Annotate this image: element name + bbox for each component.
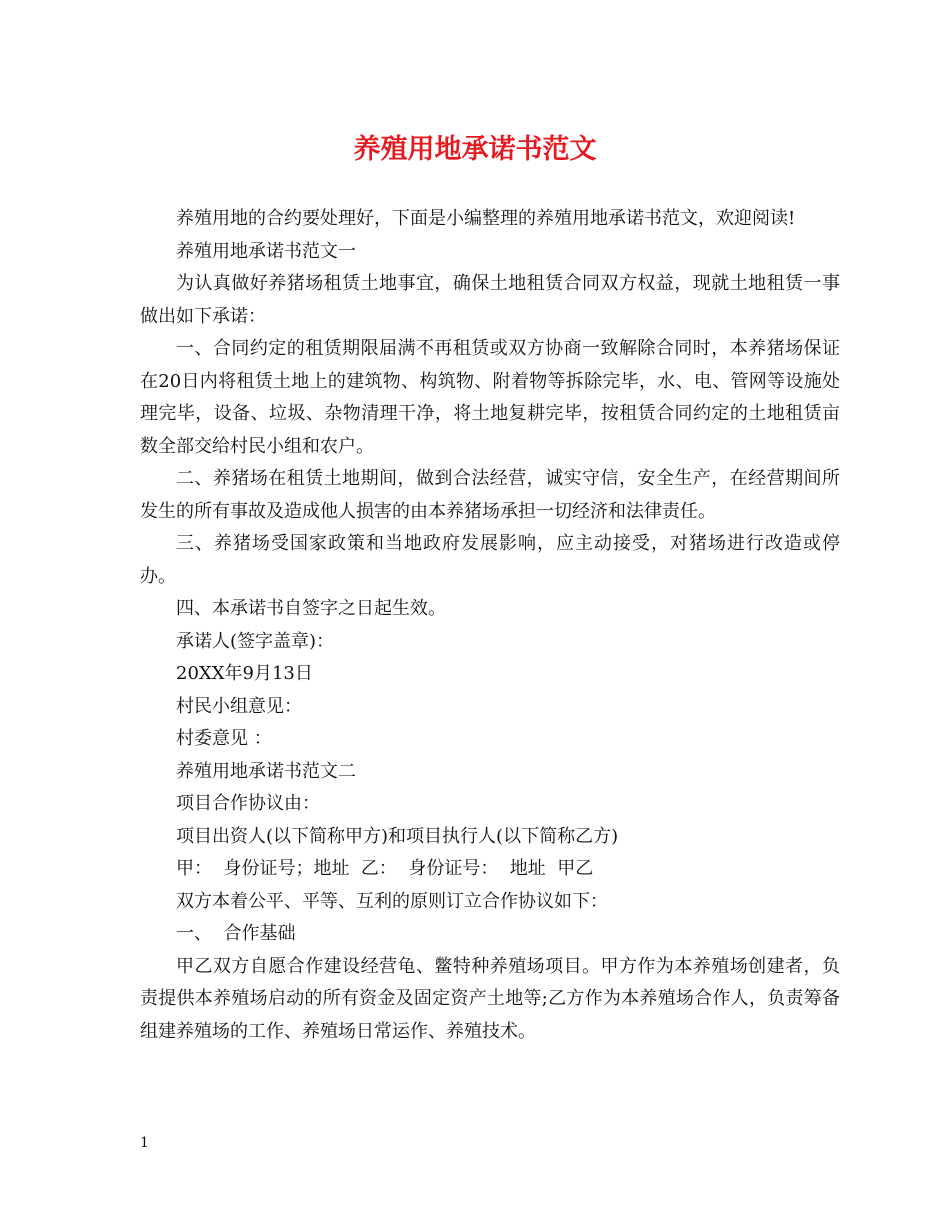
paragraph-preamble: 为认真做好养猪场租赁土地事宜，确保土地租赁合同双方权益，现就土地租赁一事做出如下承诺： [140, 273, 840, 327]
paragraph-parties: 项目出资人(以下简称甲方)和项目执行人(以下简称乙方) [176, 825, 619, 847]
paragraph-intro: 养殖用地的合约要处理好，下面是小编整理的养殖用地承诺书范文，欢迎阅读! [176, 208, 796, 229]
document-body [140, 203, 840, 1048]
paragraph-agreement-by: 项目合作协议由： [176, 793, 320, 814]
paragraph-principles: 双方本着公平、平等、互利的原则订立合作协议如下： [176, 890, 608, 912]
section-heading-one: 养殖用地承诺书范文一 [176, 240, 356, 262]
paragraph-clause-1: 一、合同约定的租赁期限届满不再租赁或双方协商一致解除合同时，本养猪场保证在20日内将租赁土地上的建筑物、构筑物、附着物等拆除完毕，水、电、管网等设施处理完毕，设备、垃圾、杂物清理干净，将土地复耕完毕，按租赁合同约定的土地租赁亩数全部交给村民小组和农户。 [140, 338, 840, 457]
paragraph-party-details: 甲： 身份证号；地址 乙： 身份证号： 地址 甲乙 [176, 858, 594, 879]
section-heading-two: 养殖用地承诺书范文二 [176, 760, 356, 782]
group-opinion-line: 村民小组意见： [176, 695, 302, 717]
page-number: 1 [140, 1135, 149, 1151]
document-title: 养殖用地承诺书范文 [353, 134, 597, 165]
date-line: 20XX年9月13日 [176, 663, 313, 684]
paragraph-cooperation-basis: 甲乙双方自愿合作建设经营龟、鳖特种养殖场项目。甲方作为本养殖场创建者，负责提供本养殖场启动的所有资金及固定资产土地等;乙方作为本养殖场合作人，负责筹备组建养殖场的工作、养殖场日常运作、养殖技术。 [140, 955, 840, 1042]
subheading-cooperation-basis: 一、 合作基础 [176, 923, 296, 944]
paragraph-clause-2: 二、养猪场在租赁土地期间，做到合法经营，诚实守信，安全生产，在经营期间所发生的所有事故及造成他人损害的由本养猪场承担一切经济和法律责任。 [140, 468, 840, 522]
committee-opinion-line: 村委意见 ： [176, 728, 272, 749]
paragraph-clause-3: 三、养猪场受国家政策和当地政府发展影响，应主动接受，对猪场进行改造或停办。 [140, 533, 840, 587]
signature-line: 承诺人(签字盖章)： [176, 630, 335, 652]
paragraph-clause-4: 四、本承诺书自签字之日起生效。 [176, 598, 446, 619]
